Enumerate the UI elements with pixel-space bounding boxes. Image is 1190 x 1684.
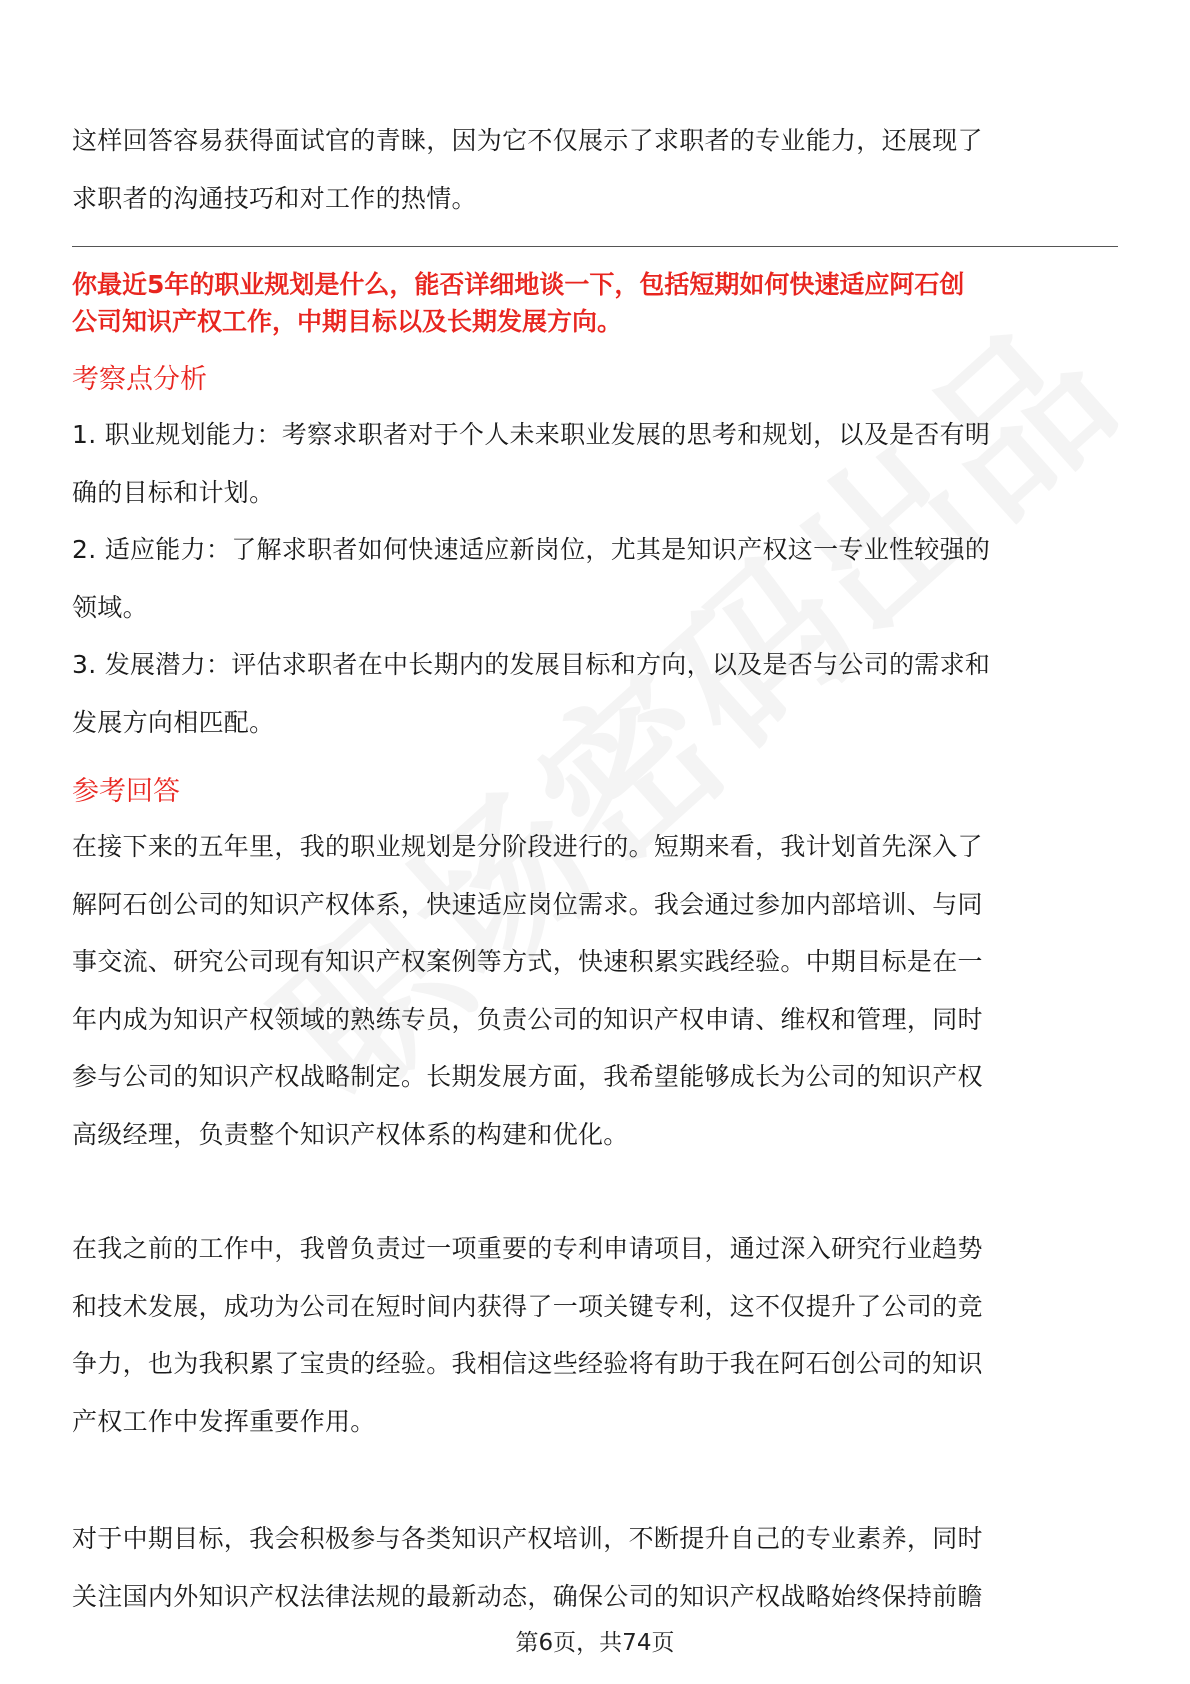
analysis-line: 1. 职业规划能力：考察求职者对于个人未来职业发展的思考和规划，以及是否有明 (72, 420, 991, 449)
intro-line: 求职者的沟通技巧和对工作的热情。 (72, 183, 477, 213)
question-line: 你最近5年的职业规划是什么，能否详细地谈一下，包括短期如何快速适应阿石创 (72, 270, 965, 299)
answer-line: 事交流、研究公司现有知识产权案例等方式，快速积累实践经验。中期目标是在一 (72, 947, 983, 976)
analysis-line: 确的目标和计划。 (72, 477, 275, 507)
question-line: 公司知识产权工作，中期目标以及长期发展方向。 (72, 307, 623, 336)
analysis-line: 2. 适应能力：了解求职者如何快速适应新岗位，尤其是知识产权这一专业性较强的 (72, 535, 991, 564)
analysis-line: 领域。 (72, 592, 148, 622)
page-number: 第6页，共74页 (515, 1630, 675, 1656)
analysis-line: 3. 发展潜力：评估求职者在中长期内的发展目标和方向，以及是否与公司的需求和 (72, 650, 991, 679)
section-divider (72, 246, 1118, 247)
answer-line: 争力，也为我积累了宝贵的经验。我相信这些经验将有助于我在阿石创公司的知识 (72, 1349, 983, 1378)
answer-line: 和技术发展，成功为公司在短时间内获得了一项关键专利，这不仅提升了公司的竞 (72, 1291, 983, 1321)
answer-line: 高级经理，负责整个知识产权体系的构建和优化。 (72, 1119, 629, 1149)
answer-paragraph-1 (72, 818, 983, 1163)
analysis-line: 发展方向相匹配。 (72, 707, 275, 737)
answer-line: 参与公司的知识产权战略制定。长期发展方面，我希望能够成长为公司的知识产权 (72, 1062, 983, 1091)
analysis-heading: 考察点分析 (72, 364, 207, 395)
answer-line: 对于中期目标，我会积极参与各类知识产权培训，不断提升自己的专业素养，同时 (72, 1524, 983, 1553)
answer-line: 在接下来的五年里，我的职业规划是分阶段进行的。短期来看，我计划首先深入了 (72, 832, 983, 861)
intro-line: 这样回答容易获得面试官的青睐，因为它不仅展示了求职者的专业能力，还展现了 (72, 126, 983, 155)
answer-heading: 参考回答 (72, 776, 180, 807)
answer-paragraph-2 (72, 1220, 983, 1450)
analysis-list (72, 406, 990, 751)
question-text (72, 266, 964, 340)
answer-line: 产权工作中发挥重要作用。 (72, 1406, 376, 1436)
answer-line: 在我之前的工作中，我曾负责过一项重要的专利申请项目，通过深入研究行业趋势 (72, 1234, 983, 1263)
answer-line: 年内成为知识产权领域的熟练专员，负责公司的知识产权申请、维权和管理，同时 (72, 1004, 983, 1034)
answer-line: 关注国内外知识产权法律法规的最新动态，确保公司的知识产权战略始终保持前瞻 (72, 1581, 983, 1611)
answer-paragraph-3 (72, 1510, 983, 1625)
answer-line: 解阿石创公司的知识产权体系，快速适应岗位需求。我会通过参加内部培训、与同 (72, 889, 983, 919)
intro-paragraph (72, 112, 983, 227)
